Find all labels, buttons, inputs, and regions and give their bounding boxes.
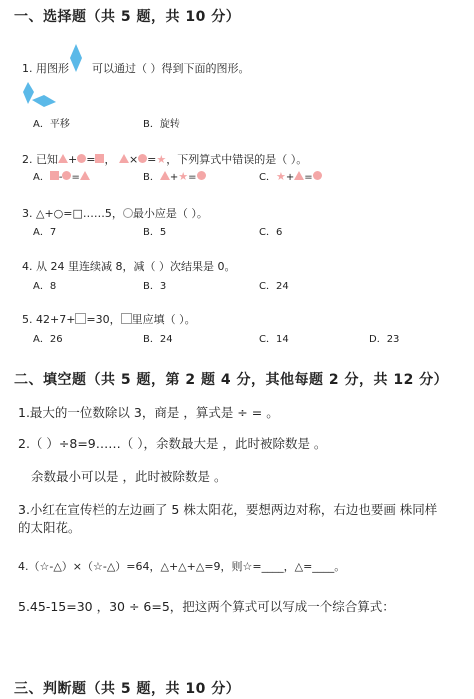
square-outline-icon [75,313,86,324]
question-4: 4. 从 24 里连续减 8，减（ ）次结果是 0。 [22,260,236,273]
blue-rhombus-icon [69,44,83,72]
question-1 [22,60,250,76]
pink-triangle-icon [119,154,129,163]
pink-star-icon: ★ [275,170,286,183]
q4-option-b[interactable]: B．3 [143,281,167,292]
q3-option-c[interactable]: C．6 [259,227,283,238]
fill-question-5: 5.45-15=30 ，30 ÷ 6=5，把这两个算式可以写成一个综合算式： [18,599,395,614]
q1-number: 1. [22,62,33,75]
pink-triangle-icon [294,171,304,180]
q5-option-c[interactable]: C．14 [259,334,289,345]
square-outline-icon [121,313,132,324]
section-title-judge: 三、判断题（共 5 题，共 10 分） [14,681,241,697]
q3-option-b[interactable]: B．5 [143,227,167,238]
pink-square-icon [50,171,59,180]
q3-option-a[interactable]: A．7 [33,227,57,238]
pink-circle-icon [313,171,322,180]
q5-option-d[interactable]: D．23 [369,334,400,345]
q4-option-c[interactable]: C．24 [259,281,289,292]
q1-text-b: 可以通过（ ）得到下面的图形。 [92,62,250,75]
pink-triangle-icon [160,171,170,180]
q2-option-a[interactable]: A． - = [33,168,90,183]
pink-triangle-icon [80,171,90,180]
pink-triangle-icon [58,154,68,163]
question-5: 5. 42+7+ =30， 里应填（ ）。 [22,313,196,326]
rotated-rhombus-figure-icon [22,80,58,110]
q2-option-c[interactable]: C．★+ = [259,168,322,183]
fill-question-2b: 余数最小可以是 ，此时被除数是 。 [31,469,227,484]
fill-question-2a: 2.（ ）÷8=9……（ ），余数最大是 ，此时被除数是 。 [18,436,327,451]
fill-question-3b: 的太阳花。 [18,520,81,535]
q2-option-b[interactable]: B． +★= [143,168,206,183]
pink-circle-icon [77,154,86,163]
circle-outline-icon [123,208,133,218]
pink-star-icon: ★ [178,170,189,183]
fill-question-3a: 3.小红在宣传栏的左边画了 5 株太阳花，要想两边对称，右边也要画 株同样 [18,502,438,517]
fill-question-4: 4.（☆-△）×（☆-△）=64，△+△+△=9，则☆=____，△=____。 [18,560,346,573]
question-2: 2. 已知 + = ， × =★，下列算式中错误的是（ ）。 [22,153,308,166]
section-title-choice: 一、选择题（共 5 题，共 10 分） [14,9,241,25]
pink-circle-icon [138,154,147,163]
q5-option-a[interactable]: A．26 [33,334,63,345]
pink-star-icon: ★ [156,153,167,166]
pink-circle-icon [197,171,206,180]
q4-option-a[interactable]: A．8 [33,281,57,292]
q1-option-b[interactable]: B．旋转 [143,119,180,130]
section-title-fill: 二、填空题（共 5 题，第 2 题 4 分，其他每题 2 分，共 12 分） [14,372,449,388]
fill-question-1: 1.最大的一位数除以 3，商是 ，算式是 ÷ = 。 [18,405,279,420]
question-3: 3. △+○=□……5， 最小应是（ ）。 [22,207,208,220]
q1-option-a[interactable]: A．平移 [33,119,70,130]
q5-option-b[interactable]: B．24 [143,334,173,345]
q1-text-a: 用图形 [36,62,69,75]
